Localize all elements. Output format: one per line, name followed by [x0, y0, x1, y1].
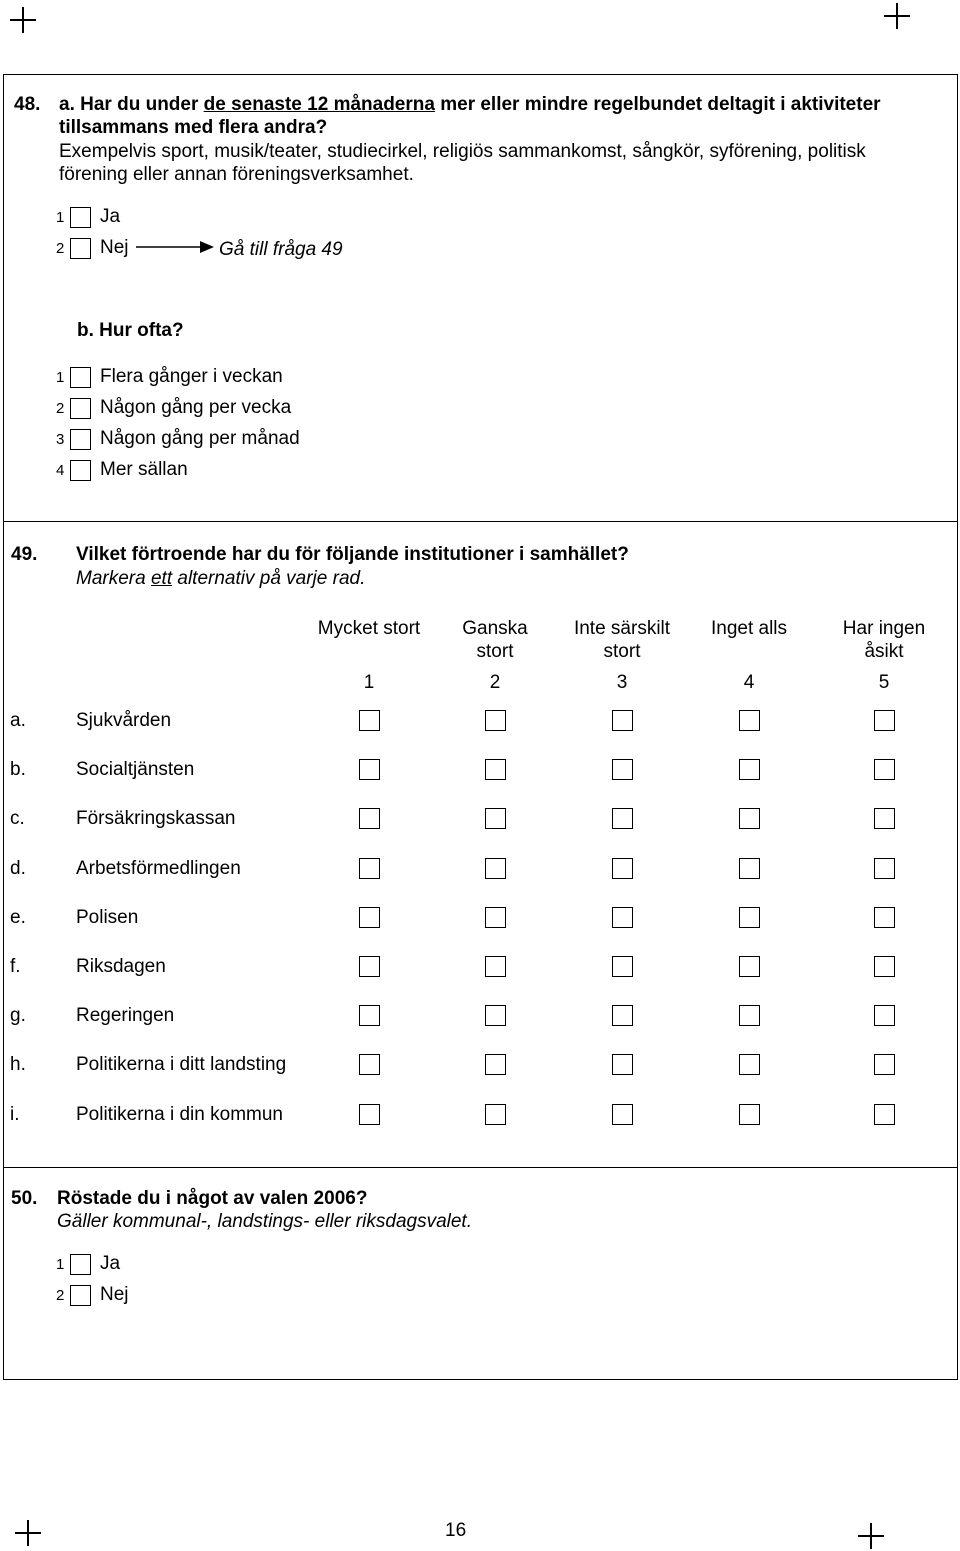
option-number: 2	[56, 1287, 65, 1304]
rating-checkbox-5[interactable]	[874, 858, 895, 879]
q50-number: 50.	[11, 1188, 38, 1209]
page-number: 16	[445, 1520, 467, 1541]
row-letter: i.	[10, 1104, 20, 1125]
rating-checkbox-2[interactable]	[485, 759, 506, 780]
rating-checkbox-5[interactable]	[874, 1104, 895, 1125]
rating-checkbox-5[interactable]	[874, 1054, 895, 1075]
registration-mark-bottom-right	[858, 1523, 884, 1549]
rating-checkbox-4[interactable]	[739, 907, 760, 928]
registration-mark-top-left	[10, 7, 36, 33]
row-label: Regeringen	[76, 1005, 175, 1026]
rating-checkbox-1[interactable]	[359, 710, 380, 731]
option-label: Nej	[100, 237, 129, 258]
column-header-5: Har ingen åsikt	[842, 618, 926, 662]
row-letter: a.	[10, 710, 26, 731]
q49-number: 49.	[11, 544, 38, 565]
q49-title: Vilket förtroende har du för följande institutioner i samhället?	[76, 544, 629, 565]
row-label: Politikerna i ditt landsting	[76, 1054, 287, 1075]
registration-mark-top-right	[884, 3, 910, 29]
option-label: Flera gånger i veckan	[100, 366, 283, 387]
rating-checkbox-5[interactable]	[874, 710, 895, 731]
rating-checkbox-5[interactable]	[874, 759, 895, 780]
rating-checkbox-3[interactable]	[612, 1005, 633, 1026]
rating-checkbox-2[interactable]	[485, 956, 506, 977]
checkbox[interactable]	[70, 1254, 91, 1275]
arrow-right-icon	[136, 239, 216, 255]
option-label: Mer sällan	[100, 459, 188, 480]
column-header-1: Mycket stort	[317, 618, 421, 639]
rating-checkbox-2[interactable]	[485, 808, 506, 829]
rating-checkbox-3[interactable]	[612, 907, 633, 928]
column-number-1: 1	[363, 672, 375, 693]
rating-checkbox-2[interactable]	[485, 1054, 506, 1075]
column-header-2: Ganska stort	[462, 618, 528, 662]
column-number-4: 4	[743, 672, 755, 693]
rating-checkbox-3[interactable]	[612, 858, 633, 879]
row-letter: c.	[10, 808, 25, 829]
column-header-3: Inte särskilt stort	[573, 618, 671, 662]
option-label: Nej	[100, 1284, 129, 1305]
row-label: Riksdagen	[76, 956, 166, 977]
rating-checkbox-3[interactable]	[612, 710, 633, 731]
q48-skip-instruction: Gå till fråga 49	[219, 239, 343, 260]
rating-checkbox-5[interactable]	[874, 907, 895, 928]
q48-b-question: b. Hur ofta?	[77, 320, 184, 341]
row-label: Försäkringskassan	[76, 808, 236, 829]
row-label: Arbetsförmedlingen	[76, 858, 241, 879]
rating-checkbox-1[interactable]	[359, 956, 380, 977]
q48-a-question: a. Har du under de senaste 12 månaderna mer eller mindre regelbundet deltagit i aktiviteter	[59, 94, 881, 115]
option-label: Ja	[100, 206, 121, 227]
row-letter: g.	[10, 1005, 26, 1026]
rating-checkbox-3[interactable]	[612, 808, 633, 829]
q48-examples-line2: förening eller annan föreningsverksamhet.	[59, 164, 414, 185]
rating-checkbox-1[interactable]	[359, 858, 380, 879]
rating-checkbox-4[interactable]	[739, 858, 760, 879]
option-number: 1	[56, 209, 65, 226]
rating-checkbox-2[interactable]	[485, 710, 506, 731]
row-label: Socialtjänsten	[76, 759, 195, 780]
rating-checkbox-2[interactable]	[485, 858, 506, 879]
rating-checkbox-4[interactable]	[739, 808, 760, 829]
rating-checkbox-4[interactable]	[739, 710, 760, 731]
checkbox[interactable]	[70, 1285, 91, 1306]
column-header-4: Inget alls	[710, 618, 788, 639]
row-letter: e.	[10, 907, 26, 928]
checkbox[interactable]	[70, 398, 91, 419]
q50-subtitle: Gäller kommunal-, landstings- eller riksdagsvalet.	[57, 1211, 472, 1232]
row-label: Politikerna i din kommun	[76, 1104, 283, 1125]
q48-examples-line1: Exempelvis sport, musik/teater, studiecirkel, religiös sammankomst, sångkör, syförening, politisk	[59, 141, 866, 162]
q48-number: 48.	[14, 94, 41, 115]
rating-checkbox-2[interactable]	[485, 1104, 506, 1125]
option-number: 2	[56, 400, 65, 417]
rating-checkbox-4[interactable]	[739, 1005, 760, 1026]
rating-checkbox-5[interactable]	[874, 956, 895, 977]
option-label: Ja	[100, 1253, 121, 1274]
rating-checkbox-1[interactable]	[359, 1104, 380, 1125]
checkbox[interactable]	[70, 367, 91, 388]
q48-a-question-line2: tillsammans med flera andra?	[59, 117, 328, 138]
registration-mark-bottom-left	[15, 1520, 41, 1546]
rating-checkbox-3[interactable]	[612, 1054, 633, 1075]
rating-checkbox-1[interactable]	[359, 907, 380, 928]
rating-checkbox-2[interactable]	[485, 907, 506, 928]
rating-checkbox-4[interactable]	[739, 1054, 760, 1075]
rating-checkbox-4[interactable]	[739, 956, 760, 977]
option-number: 1	[56, 1256, 65, 1273]
checkbox[interactable]	[70, 207, 91, 228]
option-label: Någon gång per vecka	[100, 397, 292, 418]
row-letter: d.	[10, 858, 26, 879]
rating-checkbox-4[interactable]	[739, 1104, 760, 1125]
rating-checkbox-2[interactable]	[485, 1005, 506, 1026]
option-number: 3	[56, 431, 65, 448]
rating-checkbox-3[interactable]	[612, 956, 633, 977]
checkbox[interactable]	[70, 429, 91, 450]
q50-title: Röstade du i något av valen 2006?	[57, 1188, 368, 1209]
option-number: 1	[56, 369, 65, 386]
option-number: 2	[56, 240, 65, 257]
checkbox[interactable]	[70, 460, 91, 481]
rating-checkbox-1[interactable]	[359, 1054, 380, 1075]
rating-checkbox-1[interactable]	[359, 808, 380, 829]
row-label: Sjukvården	[76, 710, 172, 731]
column-number-5: 5	[878, 672, 890, 693]
row-letter: h.	[10, 1054, 26, 1075]
rating-checkbox-1[interactable]	[359, 759, 380, 780]
rating-checkbox-1[interactable]	[359, 1005, 380, 1026]
row-letter: b.	[10, 759, 26, 780]
option-label: Någon gång per månad	[100, 428, 300, 449]
option-number: 4	[56, 462, 65, 479]
rating-checkbox-3[interactable]	[612, 759, 633, 780]
row-label: Polisen	[76, 907, 139, 928]
q49-instruction: Markera ett alternativ på varje rad.	[76, 568, 366, 589]
rating-checkbox-5[interactable]	[874, 1005, 895, 1026]
row-letter: f.	[10, 956, 21, 977]
rating-checkbox-3[interactable]	[612, 1104, 633, 1125]
checkbox[interactable]	[70, 238, 91, 259]
rating-checkbox-4[interactable]	[739, 759, 760, 780]
column-number-3: 3	[616, 672, 628, 693]
rating-checkbox-5[interactable]	[874, 808, 895, 829]
column-number-2: 2	[489, 672, 501, 693]
